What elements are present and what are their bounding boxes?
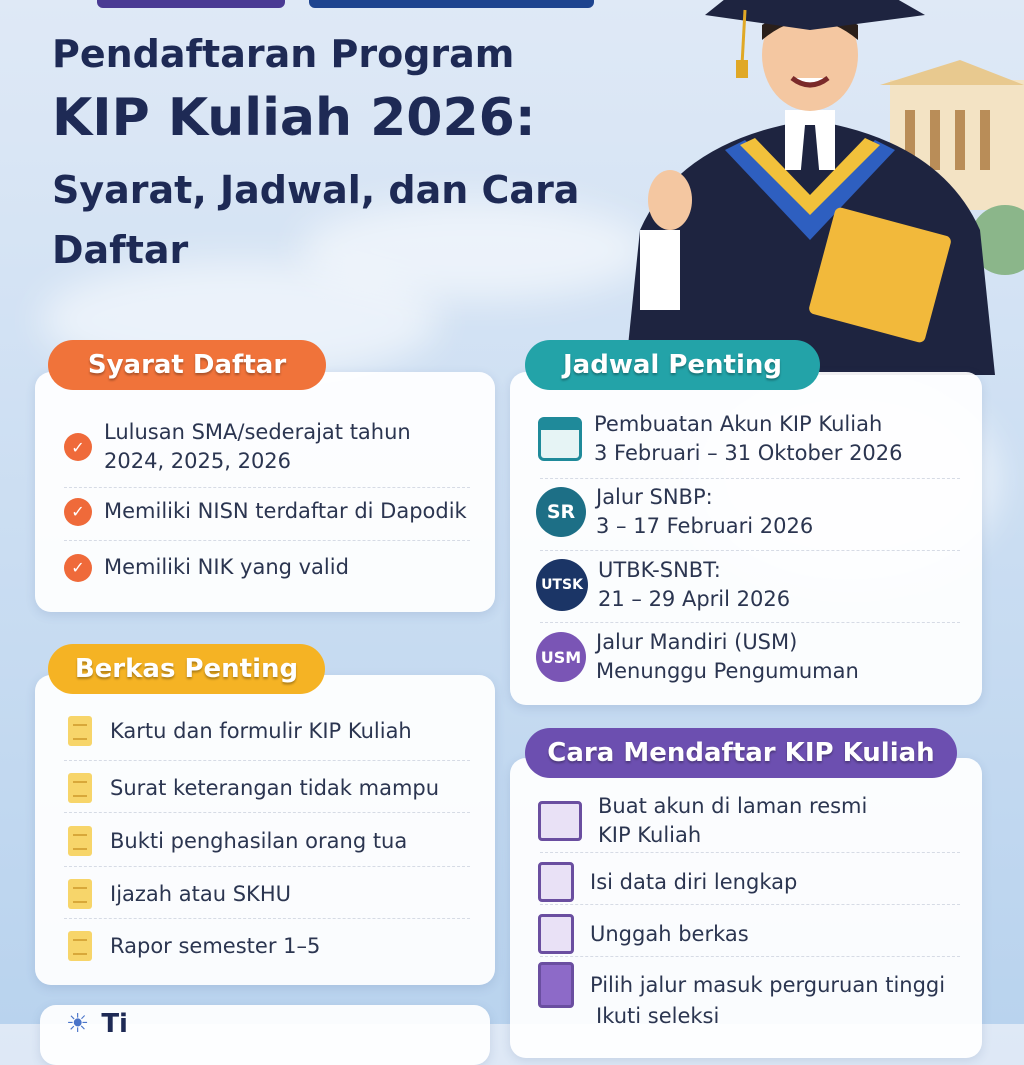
snbp-badge: SR bbox=[536, 487, 586, 537]
cara-item bbox=[538, 914, 749, 954]
jadwal-title: Pembuatan Akun KIP Kuliah bbox=[594, 412, 883, 436]
top-banner-right bbox=[309, 0, 594, 8]
berkas-text: Rapor semester 1–5 bbox=[110, 933, 321, 958]
syarat-text: Lulusan SMA/sederajat tahun 2024, 2025, 2026 bbox=[104, 420, 411, 473]
jadwal-item bbox=[536, 556, 790, 614]
document-icon bbox=[68, 879, 92, 909]
cara-text: Buat akun di laman resmi KIP Kuliah bbox=[598, 794, 868, 847]
calendar-icon bbox=[538, 417, 582, 461]
berkas-item bbox=[68, 773, 439, 803]
berkas-text: Ijazah atau SKHU bbox=[110, 881, 291, 906]
berkas-heading: Berkas Penting bbox=[48, 644, 325, 694]
document-icon bbox=[68, 716, 92, 746]
lightbulb-icon: ☀ bbox=[66, 1009, 90, 1039]
graduate-illustration bbox=[620, 0, 1024, 375]
jadwal-date: Menunggu Pengumuman bbox=[596, 659, 859, 683]
clipboard-icon bbox=[538, 914, 574, 954]
usm-badge: USM bbox=[536, 632, 586, 682]
cara-text: Unggah berkas bbox=[590, 921, 749, 946]
berkas-text: Surat keterangan tidak mampu bbox=[110, 775, 440, 800]
syarat-heading: Syarat Daftar bbox=[48, 340, 326, 390]
laptop-icon bbox=[538, 801, 582, 841]
form-icon bbox=[538, 862, 574, 902]
document-icon bbox=[68, 773, 92, 803]
jadwal-heading: Jadwal Penting bbox=[525, 340, 820, 390]
syarat-text: Memiliki NISN terdaftar di Dapodik bbox=[104, 499, 467, 523]
jadwal-title: Jalur Mandiri (USM) bbox=[596, 630, 798, 654]
berkas-text: Kartu dan formulir KIP Kuliah bbox=[110, 718, 412, 743]
syarat-text: Memiliki NIK yang valid bbox=[104, 555, 349, 579]
berkas-item bbox=[68, 931, 320, 961]
check-icon: ✓ bbox=[64, 498, 92, 526]
jadwal-date: 3 Februari – 31 Oktober 2026 bbox=[594, 441, 903, 465]
check-icon: ✓ bbox=[64, 433, 92, 461]
tips-heading: Ti bbox=[101, 1009, 128, 1039]
title-line-1: Pendaftaran Program bbox=[52, 32, 515, 76]
cara-text: Ikuti seleksi bbox=[596, 1004, 720, 1028]
jadwal-date: 3 – 17 Februari 2026 bbox=[596, 514, 814, 538]
check-icon: ✓ bbox=[64, 554, 92, 582]
title-line-2: KIP Kuliah 2026: bbox=[52, 88, 536, 148]
jadwal-item bbox=[538, 410, 903, 468]
cara-text: Isi data diri lengkap bbox=[590, 869, 798, 894]
title-line-4: Daftar bbox=[52, 228, 189, 272]
cara-item bbox=[596, 1002, 719, 1031]
top-banner-left bbox=[97, 0, 285, 8]
jadwal-title: UTBK-SNBT: bbox=[598, 558, 721, 582]
title-line-3: Syarat, Jadwal, dan Cara bbox=[52, 168, 580, 212]
berkas-item bbox=[68, 826, 407, 856]
syarat-item bbox=[64, 497, 484, 526]
tips-heading-row bbox=[66, 1010, 128, 1039]
jadwal-date: 21 – 29 April 2026 bbox=[598, 587, 791, 611]
cara-text: Pilih jalur masuk perguruan tinggi bbox=[590, 972, 946, 997]
cara-item bbox=[538, 792, 938, 850]
jadwal-item bbox=[536, 483, 813, 541]
cara-item bbox=[538, 862, 797, 902]
jadwal-title: Jalur SNBP: bbox=[596, 485, 713, 509]
syarat-item bbox=[64, 553, 474, 582]
berkas-text: Bukti penghasilan orang tua bbox=[110, 828, 408, 853]
jadwal-item bbox=[536, 628, 859, 686]
berkas-item bbox=[68, 716, 412, 746]
document-icon bbox=[68, 826, 92, 856]
document-icon bbox=[68, 931, 92, 961]
berkas-item bbox=[68, 879, 291, 909]
utbk-badge: UTSK bbox=[536, 559, 588, 611]
building-icon bbox=[538, 962, 574, 1008]
syarat-item bbox=[64, 418, 474, 476]
cara-heading: Cara Mendaftar KIP Kuliah bbox=[525, 728, 957, 778]
